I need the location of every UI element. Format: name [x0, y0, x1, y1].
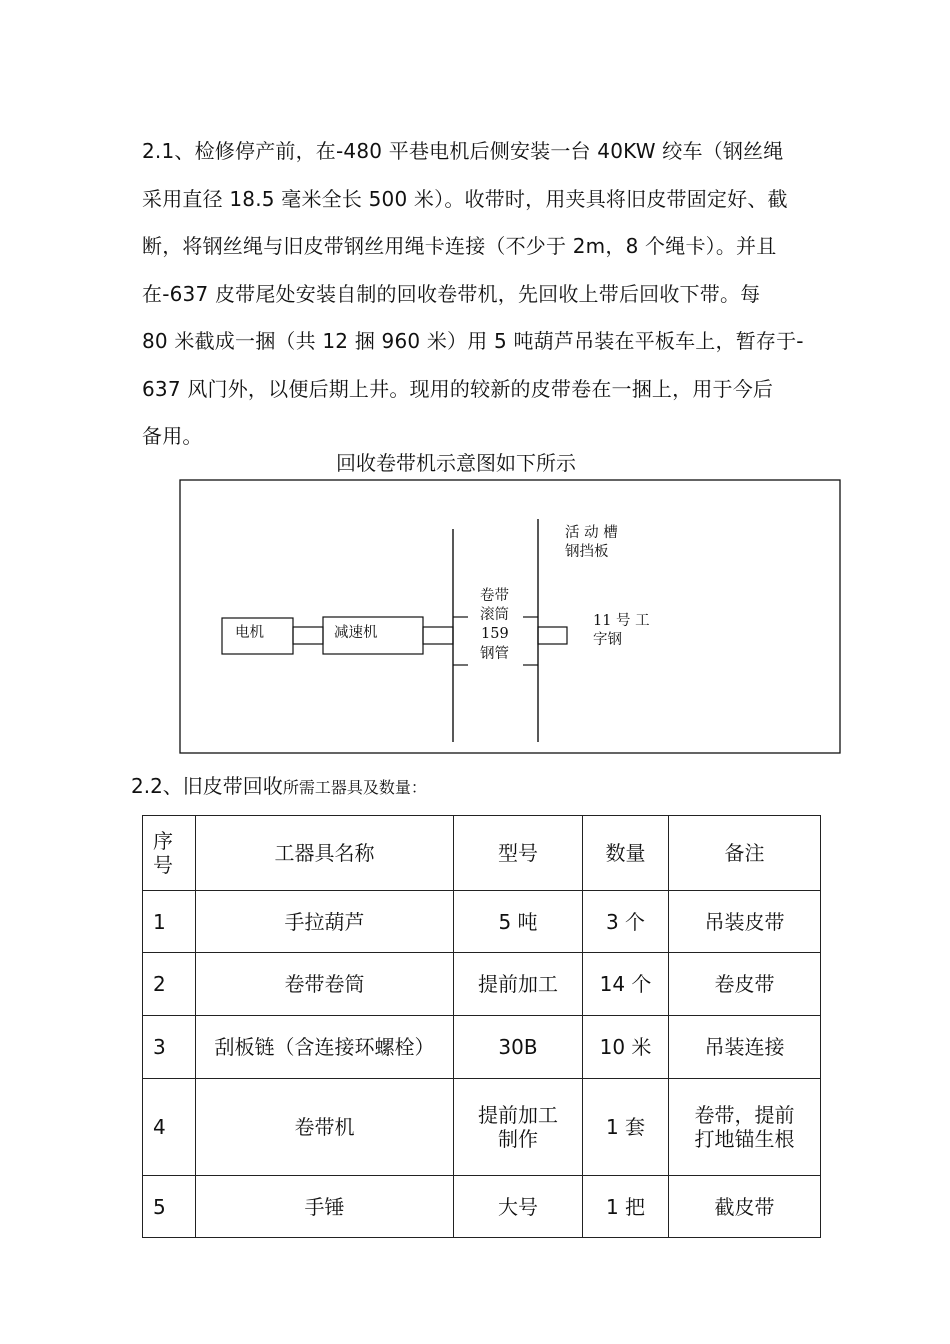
cell-qty: 14 个	[583, 953, 669, 1016]
cell-qty: 10 米	[583, 1016, 669, 1079]
reducer-shaft	[423, 627, 453, 644]
paragraph-line: 80 米截成一捆（共 12 捆 960 米）用 5 吨葫芦吊装在平板车上，暂存于-	[142, 329, 804, 353]
motor-label: 电机	[235, 625, 264, 641]
winder-diagram	[179, 479, 841, 754]
cell-note: 吊装连接	[669, 1016, 821, 1079]
cell-seq: 4	[143, 1079, 196, 1176]
cell-note	[669, 1079, 821, 1176]
table-row	[143, 1079, 821, 1176]
header-seq-line: 序	[153, 829, 173, 853]
paragraph-line: 备用。	[142, 424, 203, 448]
paragraph-line: 断，将钢丝绳与旧皮带钢丝用绳卡连接（不少于 2m，8 个绳卡）。并且	[142, 234, 777, 258]
header-note: 备注	[669, 816, 821, 891]
paragraph-line: 在-637 皮带尾处安装自制的回收卷带机，先回收上带后回收下带。每	[142, 281, 761, 306]
cell-name: 卷带机	[196, 1079, 454, 1176]
drum-label-line: 159	[481, 626, 509, 642]
header-seq	[143, 816, 196, 891]
table-row	[143, 1016, 821, 1079]
output-shaft	[538, 627, 567, 644]
cell-note-line: 卷带，提前	[694, 1103, 795, 1127]
baffle-label-line: 钢挡板	[565, 544, 609, 560]
section-2-1-paragraph	[142, 128, 832, 461]
beam-label-line: 11 号 工	[593, 613, 650, 629]
cell-model	[454, 1079, 583, 1176]
header-qty: 数量	[583, 816, 669, 891]
paragraph-line: 采用直径 18.5 毫米全长 500 米）。收带时，用夹具将旧皮带固定好、截	[142, 186, 788, 211]
drum-label-line: 钢管	[480, 646, 509, 662]
cell-note: 截皮带	[669, 1176, 821, 1238]
cell-model-line: 制作	[498, 1127, 538, 1151]
cell-note-line: 打地锚生根	[694, 1127, 795, 1151]
cell-note: 卷皮带	[669, 953, 821, 1016]
cell-seq: 1	[143, 891, 196, 953]
cell-note: 吊装皮带	[669, 891, 821, 953]
header-seq-line: 号	[153, 853, 173, 877]
diagram-frame	[180, 480, 840, 753]
paragraph-line: 637 风门外，以便后期上井。现用的较新的皮带卷在一捆上，用于今后	[142, 376, 774, 401]
section-2-2-heading	[131, 772, 427, 802]
heading-main: 2.2、旧皮带回收	[131, 774, 283, 798]
table-row	[143, 953, 821, 1016]
cell-qty: 3 个	[583, 891, 669, 953]
tools-table	[142, 815, 821, 1238]
reducer-label: 减速机	[334, 625, 378, 641]
header-model: 型号	[454, 816, 583, 891]
cell-model: 提前加工	[454, 953, 583, 1016]
cell-name: 手拉葫芦	[196, 891, 454, 953]
diagram-caption: 回收卷带机示意图如下所示	[336, 451, 576, 475]
winder-diagram-svg	[179, 479, 841, 754]
table-row	[143, 1176, 821, 1238]
table-header-row	[143, 816, 821, 891]
cell-name: 手锤	[196, 1176, 454, 1238]
cell-qty: 1 套	[583, 1079, 669, 1176]
motor-shaft	[293, 627, 323, 644]
cell-seq: 5	[143, 1176, 196, 1238]
cell-model-line: 提前加工	[478, 1103, 558, 1127]
table-row	[143, 891, 821, 953]
cell-model: 5 吨	[454, 891, 583, 953]
cell-seq: 2	[143, 953, 196, 1016]
cell-name: 卷带卷筒	[196, 953, 454, 1016]
paragraph-line: 2.1、检修停产前，在-480 平巷电机后侧安装一台 40KW 绞车（钢丝绳	[142, 139, 784, 163]
cell-name: 刮板链（含连接环螺栓）	[196, 1016, 454, 1079]
drum-label-line: 卷带	[480, 588, 509, 604]
heading-small: 所需工器具及数量：	[282, 778, 427, 797]
cell-model: 30B	[454, 1016, 583, 1079]
baffle-label-line: 活 动 槽	[565, 525, 618, 541]
drum-label-line: 滚筒	[480, 607, 509, 623]
cell-seq: 3	[143, 1016, 196, 1079]
header-name: 工器具名称	[196, 816, 454, 891]
beam-label-line: 字钢	[593, 632, 622, 648]
cell-qty: 1 把	[583, 1176, 669, 1238]
cell-model: 大号	[454, 1176, 583, 1238]
